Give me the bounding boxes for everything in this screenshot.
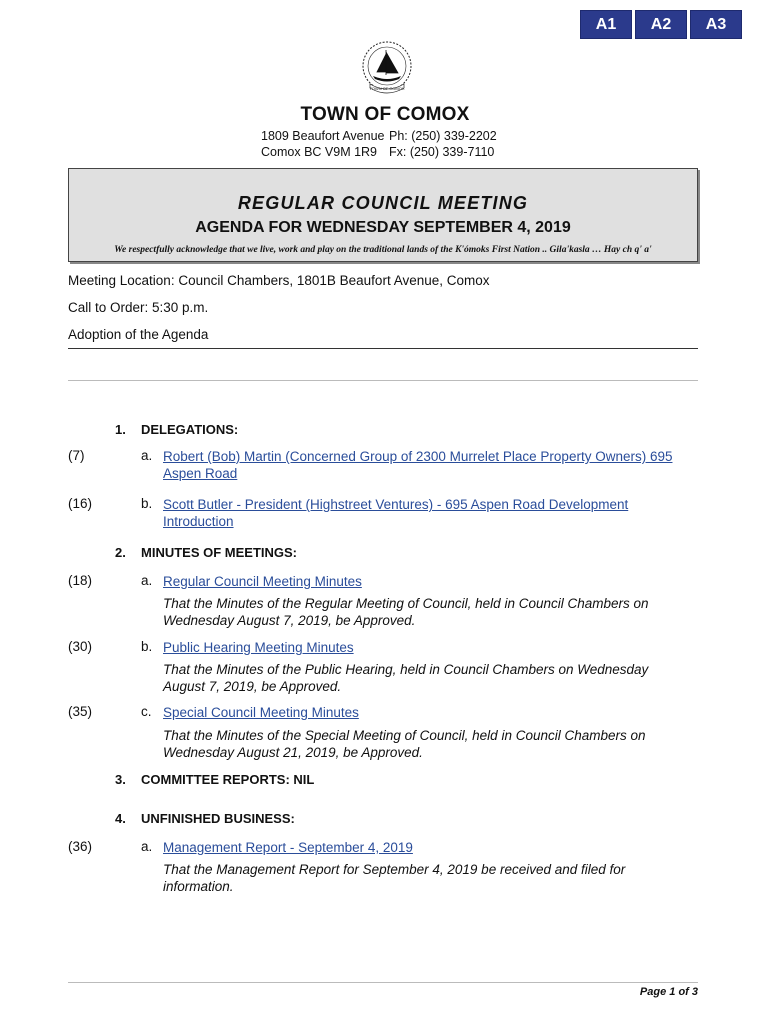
item-letter: a. [141, 573, 153, 588]
agenda-item-link[interactable]: Regular Council Meeting Minutes [163, 574, 362, 589]
adoption-of-agenda: Adoption of the Agenda [68, 327, 209, 342]
phone-number: Ph: (250) 339-2202 [389, 129, 497, 143]
agenda-title-box [68, 168, 698, 262]
town-name: TOWN OF COMOX [300, 104, 470, 125]
fax-number: Fx: (250) 339-7110 [389, 145, 495, 159]
meeting-location: Meeting Location: Council Chambers, 1801B Beaufort Avenue, Comox [68, 273, 490, 288]
section-title-minutes: MINUTES OF MEETINGS: [141, 545, 297, 560]
motion-text: That the Minutes of the Public Hearing, held in Council Chambers on Wednesday August 7, 2019, be Approved. [163, 662, 649, 694]
divider [68, 380, 698, 381]
agenda-item-link[interactable]: Special Council Meeting Minutes [163, 705, 359, 720]
item-letter: a. [141, 448, 153, 463]
page-reference: (35) [68, 704, 93, 719]
page-reference: (36) [68, 839, 93, 854]
logo-ribbon-text: TOWN OF COMOX [369, 86, 405, 91]
agenda-item-link[interactable]: Public Hearing Meeting Minutes [163, 640, 354, 655]
motion-text: That the Minutes of the Special Meeting of Council, held in Council Chambers on Wednesday August 21, 2019, be Approved. [163, 728, 646, 760]
section-number: 3. [115, 772, 126, 787]
section-title-unfinished-business: UNFINISHED BUSINESS: [141, 811, 295, 826]
section-title-committee-reports: COMMITTEE REPORTS: NIL [141, 772, 315, 787]
call-to-order: Call to Order: 5:30 p.m. [68, 300, 209, 315]
section-number: 1. [115, 422, 126, 437]
section-number: 2. [115, 545, 126, 560]
tab-bar [580, 10, 742, 39]
motion-text: That the Minutes of the Regular Meeting of Council, held in Council Chambers on Wednesday August 7, 2019, be Approved. [163, 596, 649, 628]
agenda-item-link[interactable]: Robert (Bob) Martin (Concerned Group of 2300 Murrelet Place Property Owners) 695 Aspen Road [163, 449, 673, 481]
tab-a2[interactable]: A2 [635, 10, 687, 39]
tab-a3[interactable]: A3 [690, 10, 742, 39]
address-line-1: 1809 Beaufort Avenue [261, 129, 385, 143]
item-letter: b. [141, 639, 153, 654]
page-number: Page 1 of 3 [639, 986, 698, 998]
town-crest-logo [356, 38, 418, 100]
tab-a1[interactable]: A1 [580, 10, 632, 39]
section-number: 4. [115, 811, 126, 826]
agenda-item-link[interactable]: Scott Butler - President (Highstreet Ventures) - 695 Aspen Road Development Introduction [163, 497, 629, 529]
meeting-title: REGULAR COUNCIL MEETING [237, 193, 529, 213]
item-letter: a. [141, 839, 153, 854]
address-line-2: Comox BC V9M 1R9 [261, 145, 378, 159]
agenda-title: AGENDA FOR WEDNESDAY SEPTEMBER 4, 2019 [195, 219, 571, 236]
page-reference: (18) [68, 573, 93, 588]
section-title-delegations: DELEGATIONS: [141, 422, 239, 437]
divider [68, 348, 698, 349]
item-letter: c. [141, 704, 152, 719]
footer-divider [68, 982, 698, 983]
contact-block [261, 128, 497, 160]
land-acknowledgement: We respectfully acknowledge that we live, work and play on the traditional lands of the K'ómoks First Nation .. Gila'kasla … Hay ch q' a' [114, 245, 652, 255]
motion-text: That the Management Report for September 4, 2019 be received and filed for information. [163, 862, 626, 894]
page-reference: (16) [68, 496, 93, 511]
item-letter: b. [141, 496, 153, 511]
page-reference: (30) [68, 639, 93, 654]
agenda-item-link[interactable]: Management Report - September 4, 2019 [163, 840, 413, 855]
page-reference: (7) [68, 448, 85, 463]
